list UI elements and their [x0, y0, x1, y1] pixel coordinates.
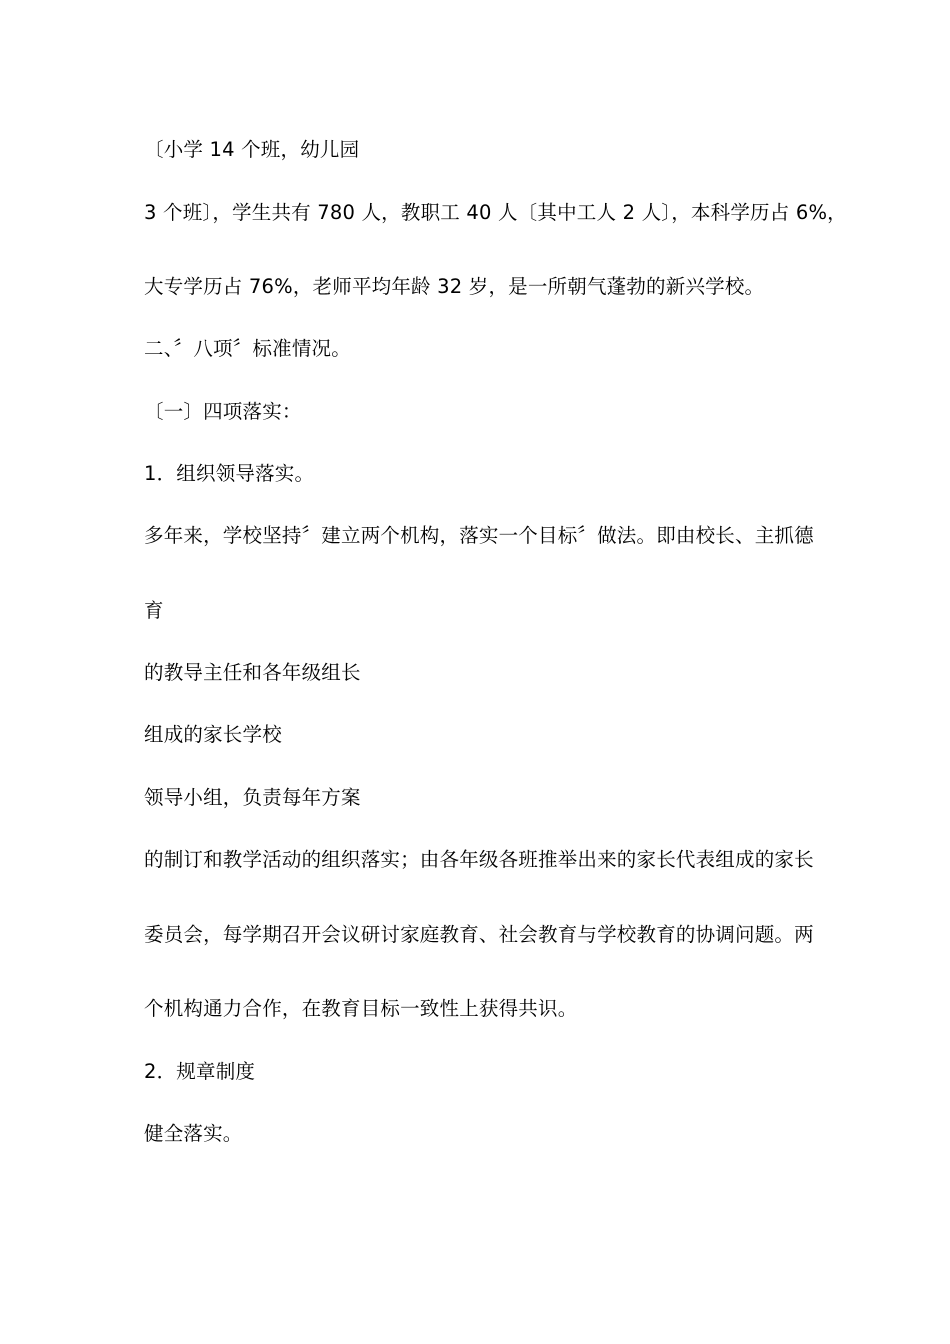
- subsection-heading-four-items: 〔一〕四项落实：: [144, 400, 302, 423]
- text-line-14: 个机构通力合作，在教育目标一致性上获得共识。: [144, 997, 578, 1020]
- text-line-8: 育: [144, 599, 164, 622]
- text-line-10: 组成的家长学校: [144, 723, 282, 746]
- text-line-2: 3 个班〕，学生共有 780 人，教职工 40 人〔其中工人 2 人〕，本科学历占 6%，: [144, 201, 847, 224]
- item-heading-2: 2．规章制度: [144, 1060, 256, 1083]
- text-line-1: 〔小学 14 个班，幼儿园: [144, 138, 360, 161]
- text-line-11: 领导小组，负责每年方案: [144, 786, 361, 809]
- text-line-16: 健全落实。: [144, 1122, 243, 1145]
- text-line-9: 的教导主任和各年级组长: [144, 661, 361, 684]
- text-line-3: 大专学历占 76%，老师平均年龄 32 岁，是一所朝气蓬勃的新兴学校。: [144, 275, 765, 298]
- item-heading-1: 1．组织领导落实。: [144, 462, 315, 485]
- text-line-12: 的制订和教学活动的组织落实；由各年级各班推举出来的家长代表组成的家长: [144, 848, 814, 871]
- text-line-13: 委员会，每学期召开会议研讨家庭教育、社会教育与学校教育的协调问题。两: [144, 923, 814, 946]
- text-line-7: 多年来，学校坚持〞建立两个机构，落实一个目标〞做法。即由校长、主抓德: [144, 524, 814, 547]
- section-heading-eight-items: 二、〞八项〞标准情况。: [144, 337, 351, 360]
